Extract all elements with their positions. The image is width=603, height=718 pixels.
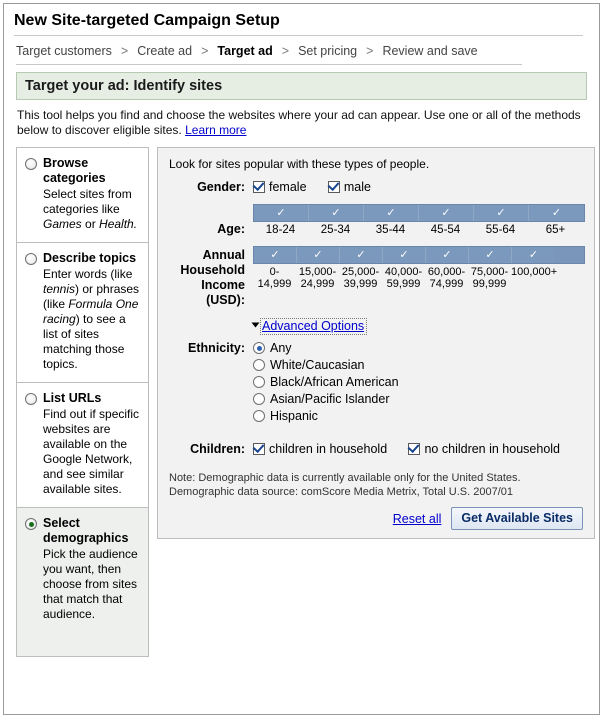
age-label-25-34: 25-34 (320, 224, 351, 236)
advanced-options-link[interactable]: Advanced Options (260, 318, 367, 335)
section-header: Target your ad: Identify sites (16, 72, 587, 100)
step-target-ad[interactable]: Target ad (217, 44, 273, 58)
breadcrumb-divider (16, 64, 522, 65)
age-label-55-64: 55-64 (485, 224, 516, 236)
intro-paragraph: This tool helps you find and choose the websites where your ad can appear. Use one or all of the methods below to discover eligible sites. (17, 108, 581, 137)
select-demographics-radio[interactable] (25, 518, 37, 530)
step-separator-2: > (201, 44, 209, 58)
note-line-1: Note: Demographic data is currently available only for the United States. (169, 472, 521, 484)
age-label-18-24: 18-24 (265, 224, 296, 236)
step-create-ad[interactable]: Create ad (137, 44, 193, 58)
age-label-65-plus: 65+ (545, 224, 566, 236)
ethnicity-option-hispanic[interactable] (253, 409, 585, 423)
income-bucket-75000-99999[interactable]: ✓ (469, 247, 512, 263)
step-separator-4: > (366, 44, 374, 58)
gender-label: Gender: (197, 180, 245, 194)
ethnicity-white-label: White/Caucasian (270, 358, 365, 372)
demographics-panel (157, 147, 595, 539)
advanced-options-row (253, 318, 585, 335)
income-label-15000-24999: 15,000- 24,999 (298, 266, 337, 290)
select-demographics-title: Select demographics (43, 516, 129, 545)
income-bucket-0-14999[interactable]: ✓ (254, 247, 297, 263)
children-option-with[interactable] (253, 442, 387, 456)
ethnicity-option-any[interactable] (253, 341, 585, 355)
ethnicity-white-radio[interactable] (253, 359, 265, 371)
ethnicity-any-label: Any (270, 341, 292, 355)
age-label-35-44: 35-44 (375, 224, 406, 236)
reset-all-link[interactable]: Reset all (392, 511, 442, 526)
age-bucket-25-34[interactable]: ✓ (309, 205, 364, 221)
income-label: Annual Household Income (USD): (180, 248, 245, 307)
age-label-45-54: 45-54 (430, 224, 461, 236)
select-demographics-desc: Pick the audience you want, then choose from sites that match that audience. (43, 547, 138, 621)
age-bucket-55-64[interactable]: ✓ (474, 205, 529, 221)
gender-option-male[interactable] (328, 180, 371, 194)
income-bucket-100000-plus[interactable]: ✓ (512, 247, 555, 263)
income-row (167, 246, 585, 308)
gender-male-label: male (343, 180, 371, 194)
learn-more-link[interactable]: Learn more (185, 123, 247, 137)
ethnicity-black-radio[interactable] (253, 376, 265, 388)
ethnicity-option-asian[interactable] (253, 392, 585, 406)
income-label-100000-plus: 100,000+ (511, 266, 558, 278)
age-bucket-35-44[interactable]: ✓ (364, 205, 419, 221)
income-bucket-labels (253, 264, 558, 290)
income-label-60000-74999: 60,000- 74,999 (427, 266, 466, 290)
demographics-note (169, 471, 585, 499)
ethnicity-label: Ethnicity: (188, 341, 245, 355)
method-select-demographics[interactable] (16, 507, 149, 657)
describe-topics-title: Describe topics (43, 251, 137, 265)
window-frame (3, 3, 600, 715)
ethnicity-option-white[interactable] (253, 358, 585, 372)
income-label-75000-99999: 75,000- 99,999 (470, 266, 509, 290)
children-row (167, 442, 585, 457)
method-list (16, 147, 149, 657)
step-separator-1: > (120, 44, 129, 58)
gender-female-label: female (269, 180, 307, 194)
method-list-urls[interactable] (16, 382, 149, 507)
ethnicity-hispanic-radio[interactable] (253, 410, 265, 422)
browse-categories-radio[interactable] (25, 158, 37, 170)
list-urls-desc: Find out if specific websites are available on the Google Network, and see similar available sites. (43, 407, 140, 496)
age-bucket-45-54[interactable]: ✓ (419, 205, 474, 221)
age-bucket-18-24[interactable]: ✓ (254, 205, 309, 221)
children-option-without[interactable] (408, 442, 560, 456)
income-label-25000-39999: 25,000- 39,999 (341, 266, 380, 290)
page-title: New Site-targeted Campaign Setup (14, 12, 280, 29)
children-without-label: no children in household (424, 442, 561, 456)
age-bucket-bar[interactable] (253, 204, 585, 222)
income-bucket-25000-39999[interactable]: ✓ (340, 247, 383, 263)
step-target-customers[interactable]: Target customers (16, 44, 112, 58)
intro-text (17, 108, 586, 138)
describe-topics-radio[interactable] (25, 253, 37, 265)
children-without-checkbox[interactable] (408, 443, 420, 455)
age-label: Age: (217, 222, 245, 236)
gender-option-female[interactable] (253, 180, 307, 194)
ethnicity-any-radio[interactable] (253, 342, 265, 354)
describe-topics-desc: Enter words (like tennis) or phrases (like Formula One racing) to see a list of sites matching those topics. (43, 267, 140, 371)
chevron-down-icon (252, 323, 260, 328)
get-available-sites-button[interactable]: Get Available Sites (451, 507, 583, 530)
age-bucket-labels (253, 222, 583, 236)
income-label-0-14999: 0- 14,999 (257, 266, 292, 290)
step-separator-3: > (281, 44, 290, 58)
ethnicity-black-label: Black/African American (270, 375, 399, 389)
list-urls-title: List URLs (43, 391, 102, 405)
children-label: Children: (190, 442, 245, 456)
browse-categories-desc: Select sites from categories like Games or Health. (43, 187, 138, 231)
children-with-checkbox[interactable] (253, 443, 265, 455)
ethnicity-hispanic-label: Hispanic (270, 409, 318, 423)
gender-male-checkbox[interactable] (328, 181, 340, 193)
breadcrumb (14, 36, 589, 64)
panel-actions (167, 507, 585, 530)
income-bucket-15000-24999[interactable]: ✓ (297, 247, 340, 263)
ethnicity-asian-radio[interactable] (253, 393, 265, 405)
age-row (167, 204, 585, 237)
age-bucket-65-plus[interactable]: ✓ (529, 205, 584, 221)
note-line-2: Demographic data source: comScore Media Metrix, Total U.S. 2007/01 (169, 486, 514, 498)
income-bucket-bar[interactable] (253, 246, 585, 264)
method-describe-topics[interactable] (16, 242, 149, 382)
step-set-pricing[interactable]: Set pricing (298, 44, 358, 58)
income-bucket-60000-74999[interactable]: ✓ (426, 247, 469, 263)
method-browse-categories[interactable] (16, 147, 149, 242)
income-label-40000-59999: 40,000- 59,999 (384, 266, 423, 290)
gender-female-checkbox[interactable] (253, 181, 265, 193)
gender-row (167, 180, 585, 195)
ethnicity-row (167, 341, 585, 426)
browse-categories-title: Browse categories (43, 156, 106, 185)
children-with-label: children in household (269, 442, 388, 456)
panel-intro: Look for sites popular with these types of people. (169, 157, 430, 171)
income-bucket-40000-59999[interactable]: ✓ (383, 247, 426, 263)
ethnicity-asian-label: Asian/Pacific Islander (270, 392, 390, 406)
ethnicity-option-black[interactable] (253, 375, 585, 389)
list-urls-radio[interactable] (25, 393, 37, 405)
step-review-and-save[interactable]: Review and save (382, 44, 478, 58)
